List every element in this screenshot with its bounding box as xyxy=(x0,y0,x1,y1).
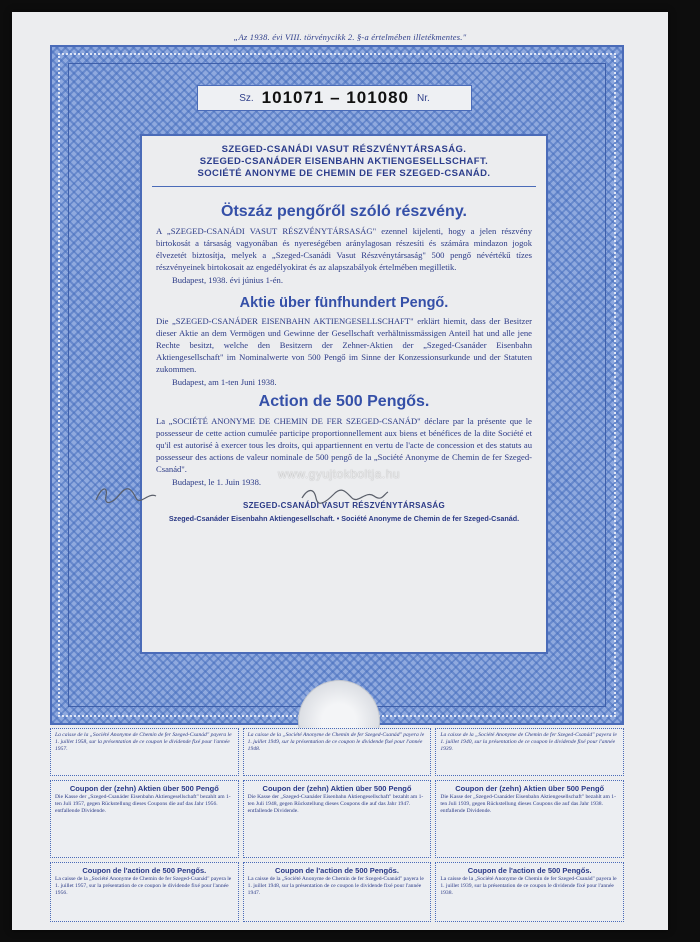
coupon-title: Coupon der (zehn) Aktien über 500 Pengő xyxy=(455,784,605,793)
french-title: Action de 500 Pengős. xyxy=(258,393,430,410)
coupon-text: Die Kasse der „Szeged-Csanáder Eisenbahn Aktiengesellschaft" bezahlt am 1-ten Juli 1948, gegen Rückstellung dieses Coupons die auf das Jahr 1947. entfallende Dividende. xyxy=(247,794,424,814)
french-text: La „SOCIÉTÉ ANONYME DE CHEMIN DE FER SZEGED-CSANÁD" déclare par la présente que le possesseur de cette action cumulée participe proportionnellement aux biens et bénéfices de la dite Société et qu'il est autorisé à exercer tous les droits, qui appartiennent en vertu de l'acte de concession et des statuts au possesseur des actions de valeur nominale de 500 pengő de la „Société Anonyme de Chemin de fer Szeged-Csanád". xyxy=(156,416,532,474)
certificate-text-panel xyxy=(140,134,548,654)
signature-left xyxy=(92,482,162,508)
dividend-coupon xyxy=(435,862,624,922)
coupon-text-fr: La caisse de la „Société Anonyme de Chemin de fer Szeged-Csanád" payera le 1. juillet 1949, sur la présentation de ce coupon le dividende fixé pour l'année 1948. xyxy=(247,732,425,752)
dividend-coupon xyxy=(243,862,432,922)
dividend-coupon xyxy=(243,780,432,858)
company-name-de: SZEGED-CSANÁDER EISENBAHN AKTIENGESELLSCHAFT. xyxy=(199,156,489,167)
german-text: Die „SZEGED-CSANÁDER EISENBAHN AKTIENGESELLSCHAFT" erklärt hiemit, dass der Besitzer dieser Aktie an dem Vermögen und Gewinne der Gesellschaft verhältnissmässigen Anteil hat und alle jene Rechte besitzt, welche den Besitzern der Zehner-Aktien der „Szeged-Csanáder Eisenbahn Aktiengesellschaft" im Nominalwerte von 500 Pengő im Sinne der Konzessionsurkunde und der Statuten zukommen. xyxy=(156,316,532,374)
issuer-line-multilingual: Szeged-Csanáder Eisenbahn Aktiengesellschaft. • Société Anonyme de Chemin de fer Szeged-Csanád. xyxy=(168,514,520,523)
coupon-text: La caisse de la „Société Anonyme de Chemin de fer Szeged-Csanád" payera le 1. juillet 1948, sur la présentation de ce coupon le dividende fixé pour l'année 1947. xyxy=(247,876,424,896)
coupon-text: Die Kasse der „Szeged-Csanáder Eisenbahn Aktiengesellschaft" bezahlt am 1-ten Juli 1957, gegen Rückstellung dieses Coupons die auf das Jahr 1956. entfallende Dividende. xyxy=(55,794,231,814)
dividend-coupon xyxy=(50,780,239,858)
coupon-title: Coupon de l'action de 500 Pengős. xyxy=(467,866,592,875)
serial-number: 101071 – 101080 xyxy=(261,88,410,107)
hungarian-title: Ötszáz pengőről szóló részvény. xyxy=(221,203,467,220)
dividend-coupon xyxy=(435,728,624,776)
german-title: Aktie über fünfhundert Pengő. xyxy=(239,295,449,311)
coupon-title: Coupon de l'action de 500 Pengős. xyxy=(82,866,207,875)
serial-number-box xyxy=(197,85,472,111)
coupon-title: Coupon der (zehn) Aktien über 500 Pengő xyxy=(262,784,412,793)
coupon-text: La caisse de la „Société Anonyme de Chemin de fer Szeged-Csanád" payera le 1. juillet 1939, sur la présentation de ce coupon le dividende fixé pour l'année 1938. xyxy=(440,876,617,896)
serial-suffix: Nr. xyxy=(417,92,430,104)
dividend-coupon xyxy=(435,780,624,858)
french-date: Budapest, le 1. Juin 1938. xyxy=(172,477,262,487)
coupon-sheet xyxy=(50,728,624,918)
coupon-title: Coupon de l'action de 500 Pengős. xyxy=(275,866,399,875)
issuer-line-hu: SZEGED-CSANÁDI VASUT RÉSZVÉNYTÁRSASÁG xyxy=(242,501,446,510)
coupon-text-fr: La caisse de la „Société Anonyme de Chemin de fer Szeged-Csanád" payera le 1. juillet 1958, sur la présentation de ce coupon le dividende fixé pour l'année 1957. xyxy=(55,732,232,752)
serial-prefix: Sz. xyxy=(239,92,254,104)
coupon-text: La caisse de la „Société Anonyme de Chemin de fer Szeged-Csanád" payera le 1. juillet 1957, sur la présentation de ce coupon le dividende fixé pour l'année 1956. xyxy=(55,876,232,896)
signature-right xyxy=(300,482,390,508)
dividend-coupon xyxy=(50,862,239,922)
hungarian-text: A „SZEGED-CSANÁDI VASUT RÉSZVÉNYTÁRSASÁG" ezennel kijelenti, hogy a jelen részvény birtokosát a társaság vagyonában és nyereségében aránylagosan részesíti és számára mindazon jogok élvezetét biztosítja, melyek a „Szeged-Csanádi Vasut Részvénytársaság" 500 pengő névértékű tízes részvényeinek birtokosait az engedélyokirat és az alapszabályok értelmében megilletik. xyxy=(156,226,532,272)
coupon-title: Coupon der (zehn) Aktien über 500 Pengő xyxy=(69,784,219,793)
company-names xyxy=(152,144,536,187)
hungarian-date: Budapest, 1938. évi június 1-én. xyxy=(172,275,283,285)
company-name-fr: SOCIÉTÉ ANONYME DE CHEMIN DE FER SZEGED-CSANÁD. xyxy=(197,168,491,179)
coupon-text-fr: La caisse de la „Société Anonyme de Chemin de fer Szeged-Csanád" payera le 1. juillet 1940, sur la présentation de ce coupon le dividende fixé pour l'année 1939. xyxy=(440,732,617,752)
company-name-hu: SZEGED-CSANÁDI VASUT RÉSZVÉNYTÁRSASÁG. xyxy=(221,144,467,155)
tax-exemption-note: „Az 1938. évi VIII. törvénycikk 2. §-a értelmében illetékmentes." xyxy=(233,32,467,42)
dividend-coupon xyxy=(50,728,239,776)
german-date: Budapest, am 1-ten Juni 1938. xyxy=(172,377,277,387)
dividend-coupon xyxy=(243,728,432,776)
watermark-text: www.gyujtokboltja.hu xyxy=(278,467,401,481)
coupon-text: Die Kasse der „Szeged-Csanáder Eisenbahn Aktiengesellschaft" bezahlt am 1-ten Juli 1939, gegen Rückstellung dieses Coupons die auf das Jahr 1938. entfallende Dividende. xyxy=(440,794,616,814)
